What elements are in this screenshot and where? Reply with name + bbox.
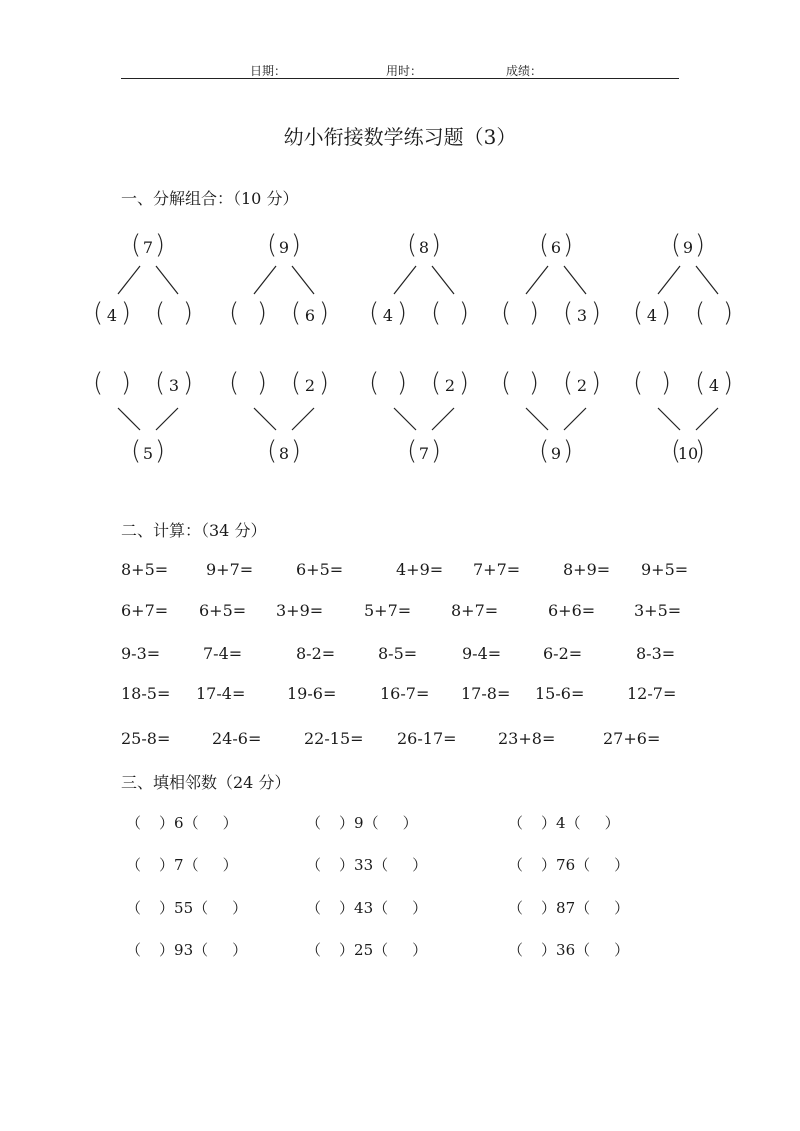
connector-line: [394, 266, 416, 294]
bracket-left: (: [407, 436, 418, 466]
neighbor-open-paren[interactable]: （: [193, 941, 209, 959]
score-label: 成绩：: [506, 64, 543, 78]
neighbor-group: [508, 854, 629, 875]
neighbor-open-paren[interactable]: （: [193, 899, 209, 917]
bracket-right: ): [182, 298, 193, 328]
neighbor-group: [508, 939, 629, 960]
box-value: 2: [444, 376, 456, 395]
section-3-heading: 三、填相邻数（24 分）: [121, 773, 291, 792]
neighbor-open-paren[interactable]: （: [306, 899, 322, 917]
neighbor-number: 33: [354, 856, 374, 874]
compose-right-box[interactable]: [291, 368, 329, 398]
calc-problem[interactable]: 25-8=: [121, 729, 171, 748]
neighbor-number: 4: [556, 814, 566, 832]
bracket-right: ): [694, 436, 705, 466]
bracket-left: (: [131, 230, 142, 260]
neighbor-close-paren: ）: [402, 814, 418, 832]
section-2-heading: 二、计算：（34 分）: [121, 521, 267, 540]
bracket-left: (: [695, 368, 706, 398]
bracket-left: (: [671, 230, 682, 260]
bracket-left: (: [407, 230, 418, 260]
neighbor-group: [306, 939, 427, 960]
calc-problem[interactable]: 6-2=: [543, 644, 583, 663]
bracket-left: (: [563, 368, 574, 398]
calc-problem[interactable]: 5+7=: [364, 601, 412, 620]
compose-right-box[interactable]: [155, 368, 193, 398]
bracket-left: (: [695, 298, 706, 328]
bracket-right: ): [694, 230, 705, 260]
neighbor-close-paren: ）: [232, 899, 248, 917]
calc-problem[interactable]: 7-4=: [203, 644, 243, 663]
bracket-left: (: [267, 230, 278, 260]
decompose-left-box[interactable]: [369, 298, 407, 328]
box-value: 7: [418, 444, 430, 463]
box-value: 2: [576, 376, 588, 395]
box-value: 4: [382, 306, 394, 325]
calc-problem[interactable]: 8+7=: [451, 601, 499, 620]
neighbor-number: 93: [174, 941, 194, 959]
bracket-right: ): [182, 368, 193, 398]
bracket-right: ): [590, 368, 601, 398]
compose-right-box[interactable]: [431, 368, 469, 398]
neighbor-close-paren: ）: [541, 941, 557, 959]
neighbor-group: [126, 854, 238, 875]
neighbor-group: [306, 854, 427, 875]
box-value: 5: [142, 444, 154, 463]
neighbor-close-paren: ）: [159, 856, 175, 874]
box-value: 8: [418, 238, 430, 257]
neighbor-open-paren[interactable]: （: [183, 856, 199, 874]
bracket-left: (: [131, 436, 142, 466]
neighbor-close-paren: ）: [159, 814, 175, 832]
bracket-right: ): [290, 230, 301, 260]
calc-problem[interactable]: 23+8=: [498, 729, 556, 748]
neighbor-open-paren[interactable]: （: [126, 814, 142, 832]
calc-problem[interactable]: 8+9=: [563, 560, 611, 579]
calc-problem[interactable]: 12-7=: [627, 684, 677, 703]
compose-left-box[interactable]: [93, 368, 131, 398]
box-value: 8: [278, 444, 290, 463]
calc-problem[interactable]: 22-15=: [304, 729, 364, 748]
neighbor-close-paren: ）: [412, 856, 428, 874]
bracket-right: ): [528, 368, 539, 398]
calc-problem[interactable]: 9+5=: [641, 560, 689, 579]
neighbor-open-paren[interactable]: （: [183, 814, 199, 832]
neighbor-close-paren: ）: [604, 814, 620, 832]
box-value: 9: [550, 444, 562, 463]
neighbor-close-paren: ）: [339, 814, 355, 832]
neighbor-open-paren[interactable]: （: [126, 941, 142, 959]
box-value: 4: [646, 306, 658, 325]
compose-bottom-box[interactable]: [407, 436, 441, 466]
compose-left-box[interactable]: [369, 368, 407, 398]
bracket-right: ): [318, 298, 329, 328]
decompose-right-box[interactable]: [291, 298, 329, 328]
bracket-right: ): [396, 368, 407, 398]
neighbor-group: [508, 812, 620, 833]
bracket-right: ): [120, 368, 131, 398]
neighbor-close-paren: ）: [159, 899, 175, 917]
neighbor-open-paren[interactable]: （: [575, 899, 591, 917]
neighbor-close-paren: ）: [614, 856, 630, 874]
compose-bottom-box[interactable]: [131, 436, 165, 466]
bracket-left: (: [431, 368, 442, 398]
compose-right-box[interactable]: [695, 368, 733, 398]
section-1-heading: 一、分解组合：（10 分）: [121, 189, 299, 208]
bracket-right: ): [256, 298, 267, 328]
decompose-top-box[interactable]: [671, 230, 705, 260]
neighbor-close-paren: ）: [339, 941, 355, 959]
box-value: 3: [168, 376, 180, 395]
compose-bottom-box[interactable]: [267, 436, 301, 466]
neighbor-group: [126, 812, 238, 833]
decompose-right-box[interactable]: [155, 298, 193, 328]
calc-problem[interactable]: 6+6=: [548, 601, 596, 620]
calc-problem[interactable]: 18-5=: [121, 684, 171, 703]
neighbor-number: 55: [174, 899, 194, 917]
page-title: 幼小衔接数学练习题（3）: [283, 125, 517, 149]
compose-left-box[interactable]: [633, 368, 671, 398]
box-value: 3: [576, 306, 588, 325]
calc-problem[interactable]: 15-6=: [535, 684, 585, 703]
bracket-right: ): [562, 230, 573, 260]
connector-line: [156, 408, 178, 430]
calc-problem[interactable]: 3+5=: [634, 601, 682, 620]
calc-problem[interactable]: 17-4=: [196, 684, 246, 703]
bracket-right: ): [660, 298, 671, 328]
neighbor-number: 7: [174, 856, 184, 874]
neighbor-close-paren: ）: [232, 941, 248, 959]
neighbor-open-paren[interactable]: （: [126, 899, 142, 917]
decompose-top-box[interactable]: [267, 230, 301, 260]
calc-problem[interactable]: 3+9=: [276, 601, 324, 620]
bracket-left: (: [539, 230, 550, 260]
connector-line: [564, 408, 586, 430]
decompose-top-box[interactable]: [539, 230, 573, 260]
calc-problem[interactable]: 7+7=: [473, 560, 521, 579]
bracket-left: (: [633, 298, 644, 328]
neighbor-close-paren: ）: [159, 941, 175, 959]
time-label: 用时：: [386, 64, 423, 78]
calc-problem[interactable]: 8-2=: [296, 644, 336, 663]
bracket-left: (: [229, 298, 240, 328]
bracket-left: (: [563, 298, 574, 328]
neighbor-open-paren[interactable]: （: [373, 941, 389, 959]
bracket-right: ): [528, 298, 539, 328]
neighbor-number: 6: [174, 814, 184, 832]
compose-left-box[interactable]: [229, 368, 267, 398]
neighbor-open-paren[interactable]: （: [575, 856, 591, 874]
neighbor-number: 25: [354, 941, 374, 959]
bracket-left: (: [671, 436, 682, 466]
box-value: 9: [278, 238, 290, 257]
neighbor-open-paren[interactable]: （: [306, 814, 322, 832]
neighbor-close-paren: ）: [339, 856, 355, 874]
connector-line: [292, 408, 314, 430]
neighbor-number: 87: [556, 899, 576, 917]
connector-line: [394, 408, 416, 430]
decompose-right-box[interactable]: [431, 298, 469, 328]
bracket-left: (: [369, 368, 380, 398]
calc-problem[interactable]: 6+5=: [199, 601, 247, 620]
bracket-right: ): [590, 298, 601, 328]
calc-problem[interactable]: 6+5=: [296, 560, 344, 579]
connector-line: [292, 266, 314, 294]
neighbor-open-paren[interactable]: （: [508, 814, 524, 832]
connector-line: [432, 266, 454, 294]
bracket-left: (: [155, 368, 166, 398]
calc-problem[interactable]: 17-8=: [461, 684, 511, 703]
decompose-right-box[interactable]: [695, 298, 733, 328]
neighbor-group: [508, 897, 629, 918]
neighbor-open-paren[interactable]: （: [306, 856, 322, 874]
box-value: 9: [682, 238, 694, 257]
calc-problem[interactable]: 24-6=: [212, 729, 262, 748]
connector-line: [254, 408, 276, 430]
bracket-right: ): [458, 298, 469, 328]
calc-problem[interactable]: 8+5=: [121, 560, 169, 579]
calc-problem[interactable]: 16-7=: [380, 684, 430, 703]
neighbor-number: 36: [556, 941, 576, 959]
bracket-left: (: [633, 368, 644, 398]
bracket-right: ): [660, 368, 671, 398]
connector-line: [526, 408, 548, 430]
bracket-right: ): [154, 436, 165, 466]
bracket-right: ): [256, 368, 267, 398]
bracket-left: (: [93, 368, 104, 398]
connector-line: [156, 266, 178, 294]
neighbor-open-paren[interactable]: （: [373, 856, 389, 874]
connector-line: [432, 408, 454, 430]
neighbor-close-paren: ）: [614, 899, 630, 917]
compose-right-box[interactable]: [563, 368, 601, 398]
bracket-left: (: [93, 298, 104, 328]
decompose-top-box[interactable]: [407, 230, 441, 260]
neighbor-close-paren: ）: [222, 814, 238, 832]
neighbor-group: [126, 897, 247, 918]
neighbor-group: [126, 939, 247, 960]
calc-problem[interactable]: 9-3=: [121, 644, 161, 663]
neighbor-close-paren: ）: [541, 814, 557, 832]
bracket-left: (: [267, 436, 278, 466]
neighbor-number: 43: [354, 899, 374, 917]
decompose-left-box[interactable]: [501, 298, 539, 328]
neighbor-open-paren[interactable]: （: [565, 814, 581, 832]
calc-problem[interactable]: 4+9=: [396, 560, 444, 579]
decompose-left-box[interactable]: [93, 298, 131, 328]
connector-line: [118, 408, 140, 430]
bracket-right: ): [430, 230, 441, 260]
box-value: 6: [304, 306, 316, 325]
calc-problem[interactable]: 8-3=: [636, 644, 676, 663]
bracket-right: ): [430, 436, 441, 466]
neighbor-group: [306, 812, 418, 833]
neighbor-close-paren: ）: [412, 941, 428, 959]
bracket-left: (: [291, 368, 302, 398]
bracket-right: ): [120, 298, 131, 328]
connector-line: [658, 408, 680, 430]
compose-left-box[interactable]: [501, 368, 539, 398]
neighbor-close-paren: ）: [614, 941, 630, 959]
connector-line: [526, 266, 548, 294]
connector-line: [254, 266, 276, 294]
bracket-left: (: [501, 298, 512, 328]
calc-problem[interactable]: 9-4=: [462, 644, 502, 663]
bracket-right: ): [562, 436, 573, 466]
bracket-right: ): [396, 298, 407, 328]
neighbor-close-paren: ）: [541, 856, 557, 874]
bracket-left: (: [291, 298, 302, 328]
bracket-left: (: [501, 368, 512, 398]
neighbor-group: [306, 897, 427, 918]
decompose-right-box[interactable]: [563, 298, 601, 328]
bracket-right: ): [318, 368, 329, 398]
bracket-left: (: [539, 436, 550, 466]
bracket-left: (: [369, 298, 380, 328]
bracket-left: (: [155, 298, 166, 328]
calc-problem[interactable]: 26-17=: [397, 729, 457, 748]
decompose-left-box[interactable]: [229, 298, 267, 328]
neighbor-open-paren[interactable]: （: [373, 899, 389, 917]
date-label: 日期：: [250, 64, 287, 78]
bracket-right: ): [154, 230, 165, 260]
neighbor-close-paren: ）: [339, 899, 355, 917]
neighbor-open-paren[interactable]: （: [363, 814, 379, 832]
compose-bottom-box[interactable]: [671, 436, 705, 466]
connector-line: [118, 266, 140, 294]
connector-line: [564, 266, 586, 294]
box-value: 6: [550, 238, 562, 257]
box-value: 4: [708, 376, 720, 395]
bracket-left: (: [431, 298, 442, 328]
neighbor-close-paren: ）: [222, 856, 238, 874]
neighbor-close-paren: ）: [412, 899, 428, 917]
decompose-top-box[interactable]: [131, 230, 165, 260]
neighbor-open-paren[interactable]: （: [508, 856, 524, 874]
box-value: 2: [304, 376, 316, 395]
neighbor-open-paren[interactable]: （: [508, 899, 524, 917]
bracket-right: ): [722, 298, 733, 328]
bracket-left: (: [229, 368, 240, 398]
neighbor-open-paren[interactable]: （: [575, 941, 591, 959]
calc-problem[interactable]: 9+7=: [206, 560, 254, 579]
calc-problem[interactable]: 6+7=: [121, 601, 169, 620]
connector-line: [696, 266, 718, 294]
connector-line: [658, 266, 680, 294]
calc-problem[interactable]: 19-6=: [287, 684, 337, 703]
bracket-right: ): [722, 368, 733, 398]
connector-line: [696, 408, 718, 430]
neighbor-number: 76: [556, 856, 576, 874]
neighbor-number: 9: [354, 814, 364, 832]
neighbor-open-paren[interactable]: （: [306, 941, 322, 959]
bracket-right: ): [290, 436, 301, 466]
box-value: 4: [106, 306, 118, 325]
calc-problem[interactable]: 27+6=: [603, 729, 661, 748]
bracket-right: ): [458, 368, 469, 398]
compose-bottom-box[interactable]: [539, 436, 573, 466]
neighbor-open-paren[interactable]: （: [508, 941, 524, 959]
neighbor-close-paren: ）: [541, 899, 557, 917]
box-value: 10: [677, 444, 699, 463]
calc-problem[interactable]: 8-5=: [378, 644, 418, 663]
decompose-left-box[interactable]: [633, 298, 671, 328]
neighbor-open-paren[interactable]: （: [126, 856, 142, 874]
box-value: 7: [142, 238, 154, 257]
